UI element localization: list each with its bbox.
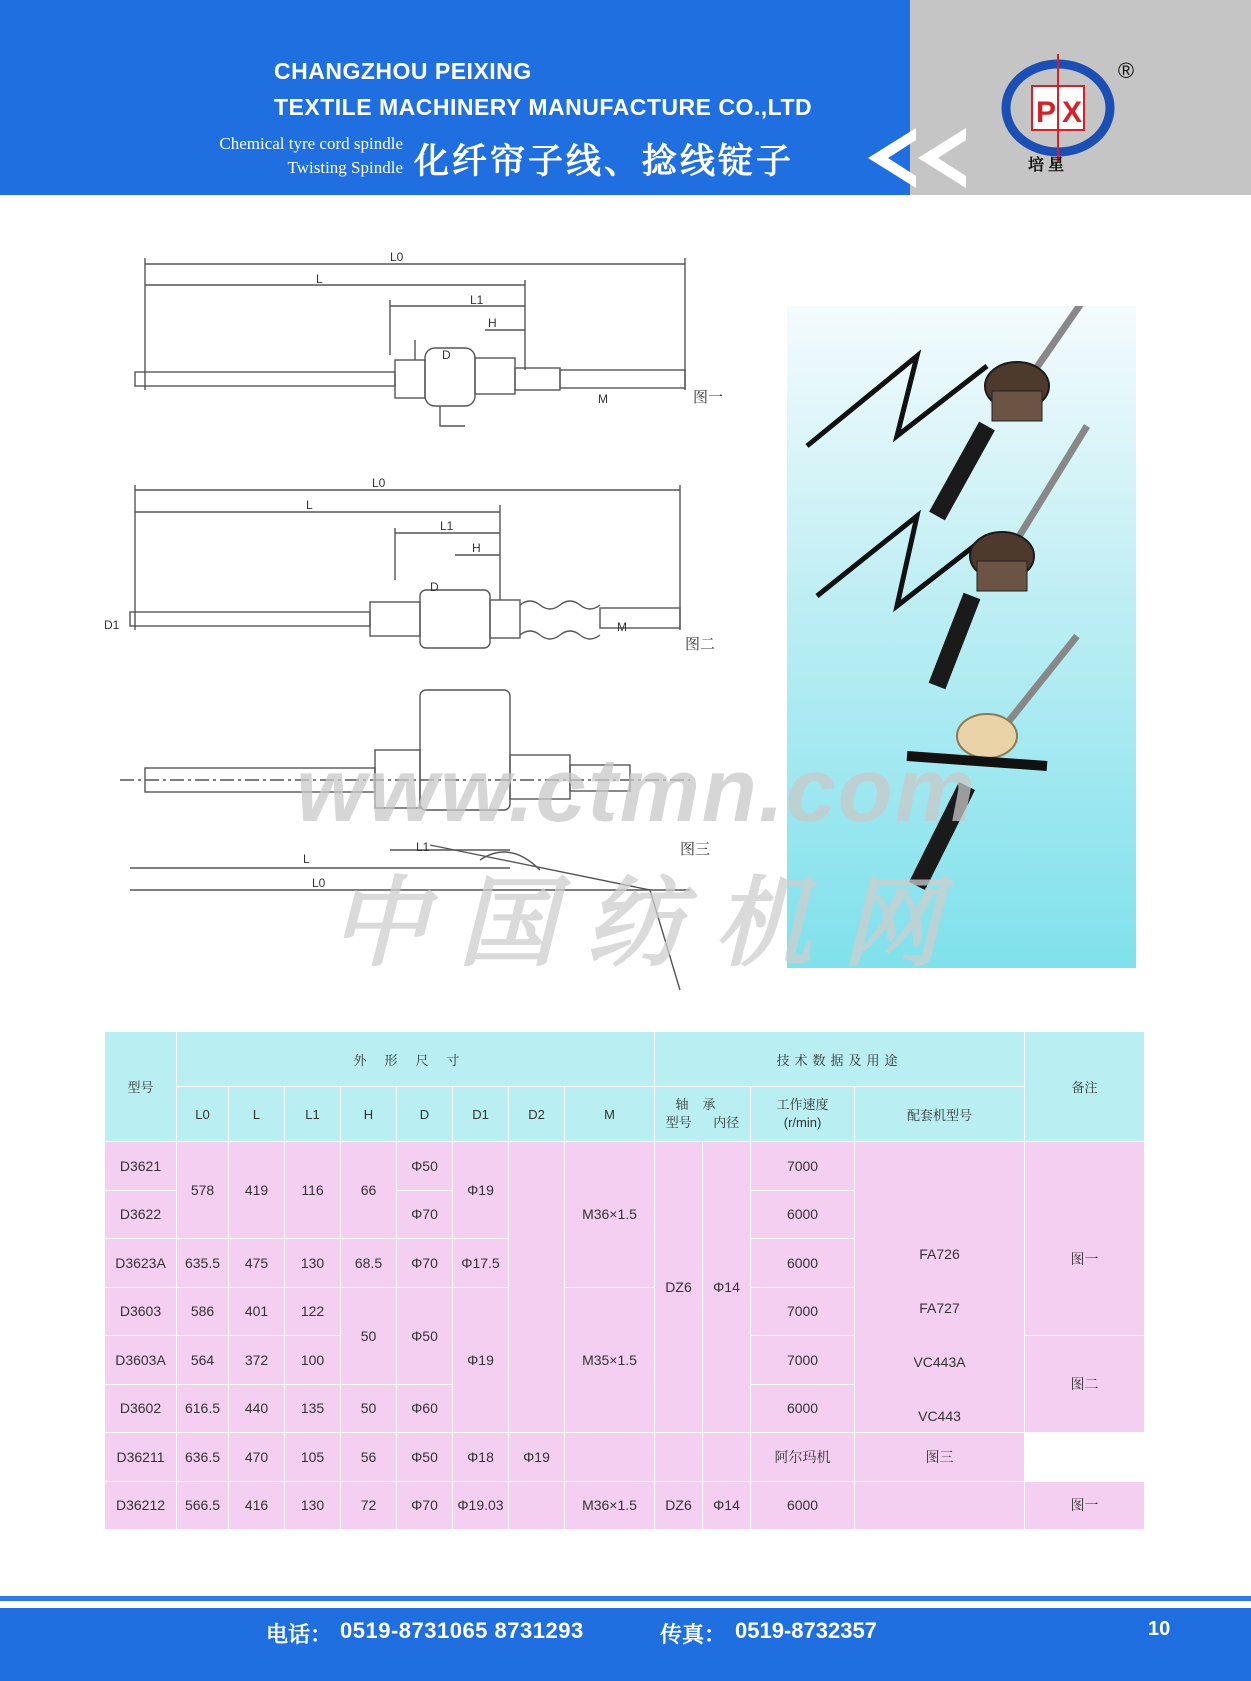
cell-model: D36211 bbox=[105, 1433, 177, 1482]
spec-table bbox=[104, 1031, 1145, 1530]
header-tech: 技术数据及用途 bbox=[655, 1032, 1025, 1087]
cell-machine bbox=[855, 1481, 1025, 1530]
cell-bearing-type bbox=[565, 1433, 655, 1482]
cell-d2 bbox=[509, 1481, 565, 1530]
cell-l: 475 bbox=[229, 1239, 285, 1288]
cell-l1: 130 bbox=[285, 1239, 341, 1288]
dim-label: L bbox=[306, 498, 313, 512]
dim-label: L1 bbox=[440, 519, 454, 533]
footer-divider bbox=[0, 1596, 1251, 1601]
registered-mark: ® bbox=[1117, 58, 1135, 83]
company-name-line1: CHANGZHOU PEIXING bbox=[274, 58, 532, 84]
page-number: 10 bbox=[1148, 1618, 1171, 1640]
dim-label: L1 bbox=[416, 840, 430, 854]
header-bearing-bore: 内径 bbox=[713, 1115, 740, 1130]
header-machine: 配套机型号 bbox=[855, 1087, 1025, 1142]
cell-bearing-type: DZ6 bbox=[655, 1481, 703, 1530]
cell-d: Φ50 bbox=[397, 1433, 453, 1482]
cell-h: 68.5 bbox=[341, 1239, 397, 1288]
cell-bearing-bore: Φ14 bbox=[703, 1142, 751, 1433]
header-d1: D1 bbox=[453, 1087, 509, 1142]
figure-2-caption: 图二 bbox=[685, 636, 716, 653]
cell-model: D3603 bbox=[105, 1287, 177, 1336]
cell-machine: FA726 FA727 VC443A VC443 bbox=[855, 1142, 1025, 1433]
cell-d: Φ50 bbox=[397, 1287, 453, 1384]
cell-d1: Φ17.5 bbox=[453, 1239, 509, 1288]
header-h: H bbox=[341, 1087, 397, 1142]
cell-bearing-bore: Φ14 bbox=[703, 1481, 751, 1530]
cell-h: 50 bbox=[341, 1287, 397, 1384]
cell-remark: 图一 bbox=[1025, 1481, 1145, 1530]
cell-l: 440 bbox=[229, 1384, 285, 1433]
cell-bearing-type: DZ6 bbox=[655, 1142, 703, 1433]
cell-d2 bbox=[509, 1142, 565, 1433]
header-l: L bbox=[229, 1087, 285, 1142]
cell-l1: 130 bbox=[285, 1481, 341, 1530]
header-m: M bbox=[565, 1087, 655, 1142]
dim-label: M bbox=[617, 620, 627, 634]
cell-speed: 6000 bbox=[751, 1190, 855, 1239]
cell-h: 50 bbox=[341, 1384, 397, 1433]
cell-speed: 7000 bbox=[751, 1287, 855, 1336]
cell-model: D36212 bbox=[105, 1481, 177, 1530]
dim-label: L bbox=[316, 272, 323, 286]
header bbox=[0, 0, 1251, 195]
table-header-row bbox=[105, 1032, 1145, 1087]
cell-speed bbox=[703, 1433, 751, 1482]
header-dimensions: 外形尺寸 bbox=[177, 1032, 655, 1087]
cell-speed: 6000 bbox=[751, 1239, 855, 1288]
footer-tel-label: 电话： bbox=[266, 1622, 333, 1647]
cell-d: Φ70 bbox=[397, 1481, 453, 1530]
table-row bbox=[105, 1481, 1145, 1530]
subtitle-zh: 化纤帘子线、捻线锭子 bbox=[414, 141, 795, 182]
cell-machine: 阿尔玛机 bbox=[751, 1433, 855, 1482]
cell-l: 401 bbox=[229, 1287, 285, 1336]
cell-model: D3602 bbox=[105, 1384, 177, 1433]
cell-h: 56 bbox=[341, 1433, 397, 1482]
cell-remark: 图二 bbox=[1025, 1336, 1145, 1433]
cell-remark: 图一 bbox=[1025, 1142, 1145, 1336]
watermark-zh: 中国纺机网 bbox=[330, 868, 971, 978]
header-model: 型号 bbox=[105, 1032, 177, 1142]
header-bearing-type: 型号 bbox=[665, 1115, 692, 1130]
dim-label: M bbox=[598, 392, 608, 406]
logo-letters: P bbox=[1035, 96, 1057, 129]
cell-d1: Φ19 bbox=[453, 1287, 509, 1433]
cell-m: M36×1.5 bbox=[565, 1481, 655, 1530]
cell-l1: 100 bbox=[285, 1336, 341, 1385]
dim-label: L0 bbox=[312, 876, 326, 890]
chevron-left-icon bbox=[868, 128, 978, 188]
cell-l: 372 bbox=[229, 1336, 285, 1385]
subtitle-en-2: Twisting Spindle bbox=[287, 158, 403, 177]
cell-l1: 135 bbox=[285, 1384, 341, 1433]
company-name-line2: TEXTILE MACHINERY MANUFACTURE CO.,LTD bbox=[274, 94, 813, 120]
header-l0: L0 bbox=[177, 1087, 229, 1142]
dim-label: L1 bbox=[470, 293, 484, 307]
footer-fax: 0519-8732357 bbox=[735, 1618, 877, 1643]
cell-h: 66 bbox=[341, 1142, 397, 1239]
header-remarks: 备注 bbox=[1025, 1032, 1145, 1142]
cell-l0: 566.5 bbox=[177, 1481, 229, 1530]
cell-l0: 564 bbox=[177, 1336, 229, 1385]
cell-d1: Φ18 bbox=[453, 1433, 509, 1482]
cell-model: D3603A bbox=[105, 1336, 177, 1385]
table-row bbox=[105, 1433, 1145, 1482]
subtitle-en-1: Chemical tyre cord spindle bbox=[219, 134, 403, 153]
cell-d: Φ70 bbox=[397, 1190, 453, 1239]
footer-tel: 0519-8731065 8731293 bbox=[340, 1618, 584, 1643]
table-row bbox=[105, 1142, 1145, 1191]
header-l1: L1 bbox=[285, 1087, 341, 1142]
cell-l0: 616.5 bbox=[177, 1384, 229, 1433]
header-bearing bbox=[655, 1087, 751, 1142]
cell-speed: 6000 bbox=[751, 1384, 855, 1433]
cell-l0: 635.5 bbox=[177, 1239, 229, 1288]
cell-model: D3622 bbox=[105, 1190, 177, 1239]
figure-1-caption: 图一 bbox=[693, 389, 724, 406]
footer-fax-label: 传真： bbox=[660, 1622, 727, 1647]
cell-speed: 7000 bbox=[751, 1336, 855, 1385]
dim-label: L0 bbox=[390, 250, 404, 264]
figure-2-drawing bbox=[130, 485, 680, 648]
cell-l1: 116 bbox=[285, 1142, 341, 1239]
dim-label: L0 bbox=[372, 476, 386, 490]
cell-l0: 578 bbox=[177, 1142, 229, 1239]
cell-remark: 图三 bbox=[855, 1433, 1025, 1482]
watermark-en: www.ctmn.com bbox=[296, 741, 977, 841]
cell-l: 416 bbox=[229, 1481, 285, 1530]
cell-model: D3621 bbox=[105, 1142, 177, 1191]
cell-m: M36×1.5 bbox=[565, 1142, 655, 1288]
cell-d: Φ50 bbox=[397, 1142, 453, 1191]
footer bbox=[0, 1608, 1251, 1681]
header-d: D bbox=[397, 1087, 453, 1142]
cell-h: 72 bbox=[341, 1481, 397, 1530]
cell-l: 419 bbox=[229, 1142, 285, 1239]
header-bearing-label: 轴承 bbox=[675, 1097, 730, 1112]
table-subheader-row bbox=[105, 1087, 1145, 1142]
cell-model: D3623A bbox=[105, 1239, 177, 1288]
dim-label: L bbox=[303, 852, 310, 866]
cell-speed: 6000 bbox=[751, 1481, 855, 1530]
cell-l: 470 bbox=[229, 1433, 285, 1482]
cell-d1: Φ19.03 bbox=[453, 1481, 509, 1530]
figure-3-caption: 图三 bbox=[680, 841, 711, 858]
cell-d: Φ70 bbox=[397, 1239, 453, 1288]
dim-label: H bbox=[488, 316, 497, 330]
cell-l1: 105 bbox=[285, 1433, 341, 1482]
cell-speed: 7000 bbox=[751, 1142, 855, 1191]
cell-l1: 122 bbox=[285, 1287, 341, 1336]
cell-m: M35×1.5 bbox=[565, 1287, 655, 1433]
cell-bearing-bore bbox=[655, 1433, 703, 1482]
dim-label: D1 bbox=[104, 618, 120, 632]
header-d2: D2 bbox=[509, 1087, 565, 1142]
dim-label: D bbox=[430, 580, 439, 594]
cell-d1: Φ19 bbox=[453, 1142, 509, 1239]
logo-caption: 培星 bbox=[1028, 157, 1069, 174]
cell-l0: 636.5 bbox=[177, 1433, 229, 1482]
svg-text:X: X bbox=[1061, 96, 1083, 129]
cell-d: Φ60 bbox=[397, 1384, 453, 1433]
cell-l0: 586 bbox=[177, 1287, 229, 1336]
dim-label: D bbox=[442, 348, 451, 362]
cell-d2: Φ19 bbox=[509, 1433, 565, 1482]
dim-label: H bbox=[472, 541, 481, 555]
header-speed: 工作速度 (r/min) bbox=[751, 1087, 855, 1142]
